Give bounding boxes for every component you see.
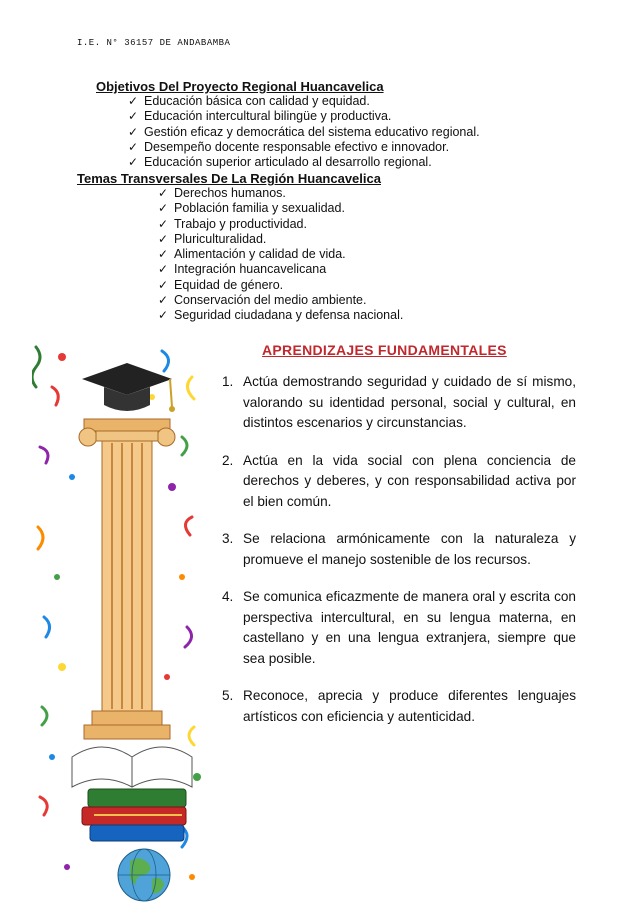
check-icon: ✓ [158,186,169,200]
list-item: 3. Se relaciona armónicamente con la naturaleza y promueve el manejo sostenible de los recursos. [222,531,576,567]
list-item: ✓ Desempeño docente responsable efectivo e innovador. [128,139,450,154]
check-icon: ✓ [158,293,169,308]
list-item: ✓ Conservación del medio ambiente. [158,293,367,308]
list-item: ✓ Derechos humanos. [158,186,286,200]
check-icon: ✓ [128,155,139,170]
list-item: ✓ Gestión eficaz y democrática del sistema educativo regional. [128,124,480,139]
check-icon: ✓ [128,139,139,154]
column-icon [79,419,175,739]
list-item: ✓ Pluriculturalidad. [158,231,267,246]
check-icon: ✓ [158,231,169,246]
objetivos-title: Objetivos Del Proyecto Regional Huancavelica [96,79,384,94]
temas-list [158,186,403,324]
list-item: ✓ Educación intercultural bilingüe y productiva. [128,109,392,124]
aprendizajes-list [222,372,576,744]
list-item: 5. Reconoce, aprecia y produce diferentes lenguajes artísticos con eficiencia y autenticidad. [222,688,576,724]
check-icon: ✓ [158,201,169,216]
list-item: ✓ Integración huancavelicana [158,262,327,277]
list-item: ✓ Trabajo y productividad. [158,216,307,231]
graduation-cap-icon [82,363,175,412]
list-item: 4. Se comunica eficazmente de manera oral y escrita con perspectiva intercultural, en su lengua materna, en castellano y en una lengua extranjera, siempre que sea posible. [222,589,576,666]
objetivos-list [128,94,480,170]
list-item: ✓ Educación superior articulado al desarrollo regional. [128,155,432,170]
temas-title: Temas Transversales De La Región Huancavelica [77,171,381,186]
check-icon: ✓ [128,124,139,139]
document-header: I.E. N° 36157 DE ANDABAMBA [77,38,231,48]
list-item: ✓ Alimentación y calidad de vida. [158,247,346,262]
list-item: ✓ Equidad de género. [158,277,284,292]
check-icon: ✓ [158,247,169,262]
check-icon: ✓ [158,262,169,277]
list-item: 1. Actúa demostrando seguridad y cuidado de sí mismo, valorando su identidad personal, social y cultural, en distintos escenarios y circunstancias. [222,374,576,430]
aprendizajes-title: APRENDIZAJES FUNDAMENTALES [262,342,507,358]
books-icon [72,747,192,841]
list-item: ✓ Seguridad ciudadana y defensa nacional. [158,308,404,323]
globe-icon [118,849,170,901]
education-clipart [32,327,210,903]
list-item: ✓ Educación básica con calidad y equidad. [128,94,370,108]
check-icon: ✓ [128,109,139,124]
check-icon: ✓ [128,94,139,108]
check-icon: ✓ [158,216,169,231]
check-icon: ✓ [158,308,169,323]
check-icon: ✓ [158,277,169,292]
list-item: 2. Actúa en la vida social con plena conciencia de derechos y deberes, y con responsabilidad activa por el bien común. [222,452,576,509]
list-item: ✓ Población familia y sexualidad. [158,201,345,216]
